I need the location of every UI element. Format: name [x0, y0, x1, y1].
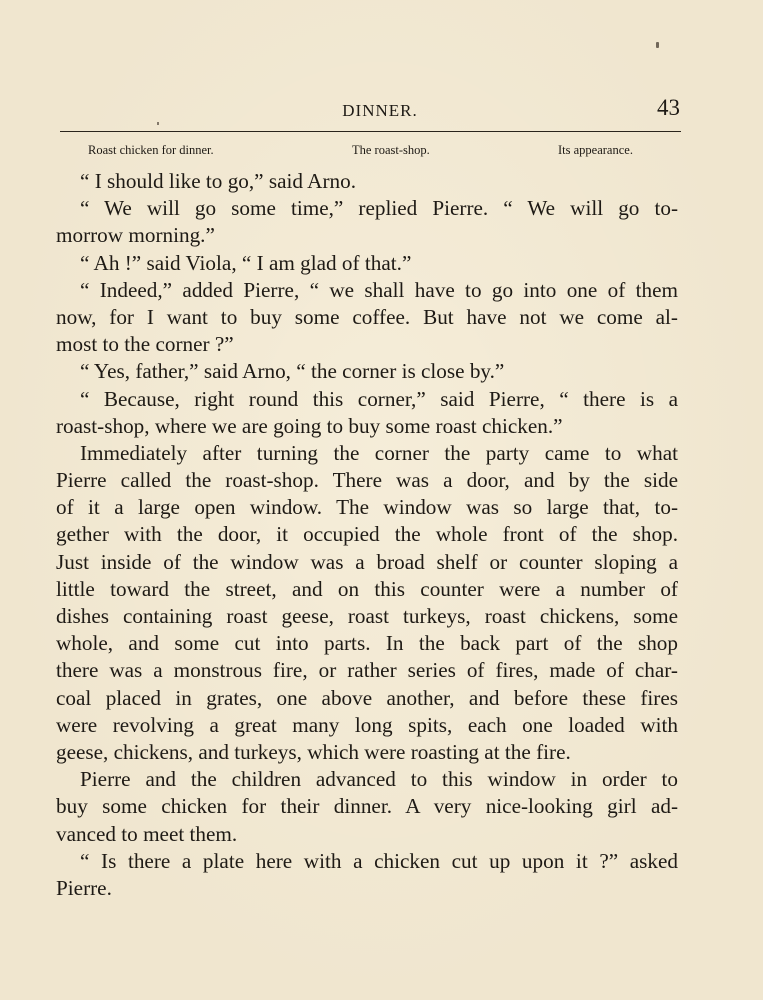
text-line: whole, and some cut into parts. In the back part of the shop	[56, 631, 678, 656]
text-line: most to the corner ?”	[56, 332, 234, 357]
text-line: morrow morning.”	[56, 223, 215, 248]
subhead-center: The roast-shop.	[352, 143, 430, 157]
text-line: vanced to meet them.	[56, 821, 238, 846]
body-text	[56, 168, 678, 902]
text-line: “ I should like to go,” said Arno.	[80, 169, 356, 193]
text-line: Immediately after turning the corner the party came to what	[80, 440, 678, 465]
header-rule	[60, 131, 681, 132]
text-line: gether with the door, it occupied the whole front of the shop.	[56, 522, 678, 547]
topic-subheads	[60, 143, 681, 163]
text-line: roast-shop, where we are going to buy some roast chicken.”	[56, 413, 563, 438]
text-line: Pierre.	[56, 875, 112, 900]
text-line: now, for I want to buy some coffee. But have not we come al-	[56, 304, 678, 329]
text-line: dishes containing roast geese, roast turkeys, roast chickens, some	[56, 604, 678, 628]
text-line: “ Yes, father,” said Arno, “ the corner is close by.”	[80, 359, 505, 384]
text-line: were revolving a great many long spits, each one loaded with	[56, 712, 678, 737]
text-line: Pierre called the roast-shop. There was a door, and by the side	[56, 468, 678, 493]
text-line: Pierre and the children advanced to this window in order to	[80, 767, 678, 792]
text-line: “ Is there a plate here with a chicken cut up upon it ?” asked	[80, 848, 678, 873]
text-line: coal placed in grates, one above another, and before these fires	[56, 685, 678, 710]
text-line: of it a large open window. The window was so large that, to-	[56, 495, 678, 520]
text-line: “ Ah !” said Viola, “ I am glad of that.”	[80, 250, 412, 275]
page-number: 43	[657, 95, 680, 120]
subhead-right: Its appearance.	[558, 143, 633, 157]
running-header	[60, 97, 680, 127]
text-line: there was a monstrous fire, or rather series of fires, made of char-	[56, 658, 678, 683]
subhead-left: Roast chicken for dinner.	[88, 143, 214, 157]
ink-speck	[656, 42, 659, 48]
chapter-title: DINNER.	[342, 101, 418, 120]
text-line: Just inside of the window was a broad shelf or counter sloping a	[56, 549, 678, 574]
text-line: buy some chicken for their dinner. A very nice-looking girl ad-	[56, 794, 678, 819]
text-line: “ Because, right round this corner,” said Pierre, “ there is a	[80, 386, 678, 411]
text-line: little toward the street, and on this counter were a number of	[56, 576, 678, 601]
text-line: “ We will go some time,” replied Pierre. “ We will go to-	[80, 196, 678, 221]
text-line: “ Indeed,” added Pierre, “ we shall have to go into one of them	[80, 277, 678, 302]
text-line: geese, chickens, and turkeys, which were roasting at the fire.	[56, 739, 571, 764]
